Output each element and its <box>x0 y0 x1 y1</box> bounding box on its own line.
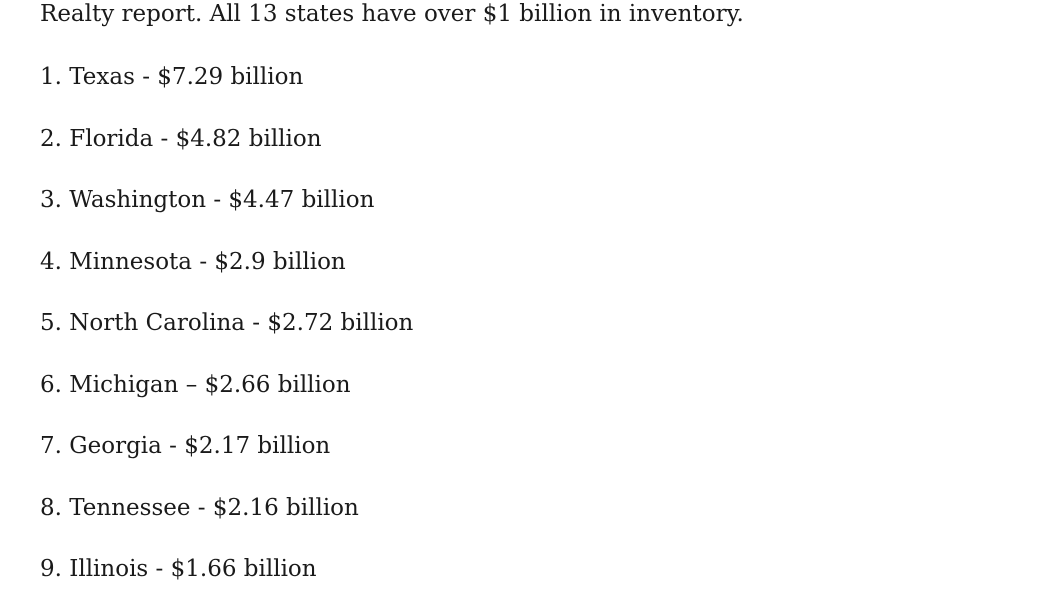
list-item: 9. Illinois - $1.66 billion <box>40 556 317 582</box>
list-item: 4. Minnesota - $2.9 billion <box>40 248 346 275</box>
list-item: 6. Michigan – $2.66 billion <box>40 371 351 398</box>
list-item: 7. Georgia - $2.17 billion <box>40 433 331 459</box>
list-item: 8. Tennessee - $2.16 billion <box>40 494 359 521</box>
list-item: 2. Florida - $4.82 billion <box>40 125 322 152</box>
list-item: 1. Texas - $7.29 billion <box>40 64 304 90</box>
list-item: 5. North Carolina - $2.72 billion <box>40 310 414 336</box>
state-ranking-list <box>40 62 413 616</box>
list-item: 3. Washington - $4.47 billion <box>40 187 375 213</box>
intro-paragraph: Realty report. All 13 states have over $1 billion in inventory. <box>40 1 744 27</box>
